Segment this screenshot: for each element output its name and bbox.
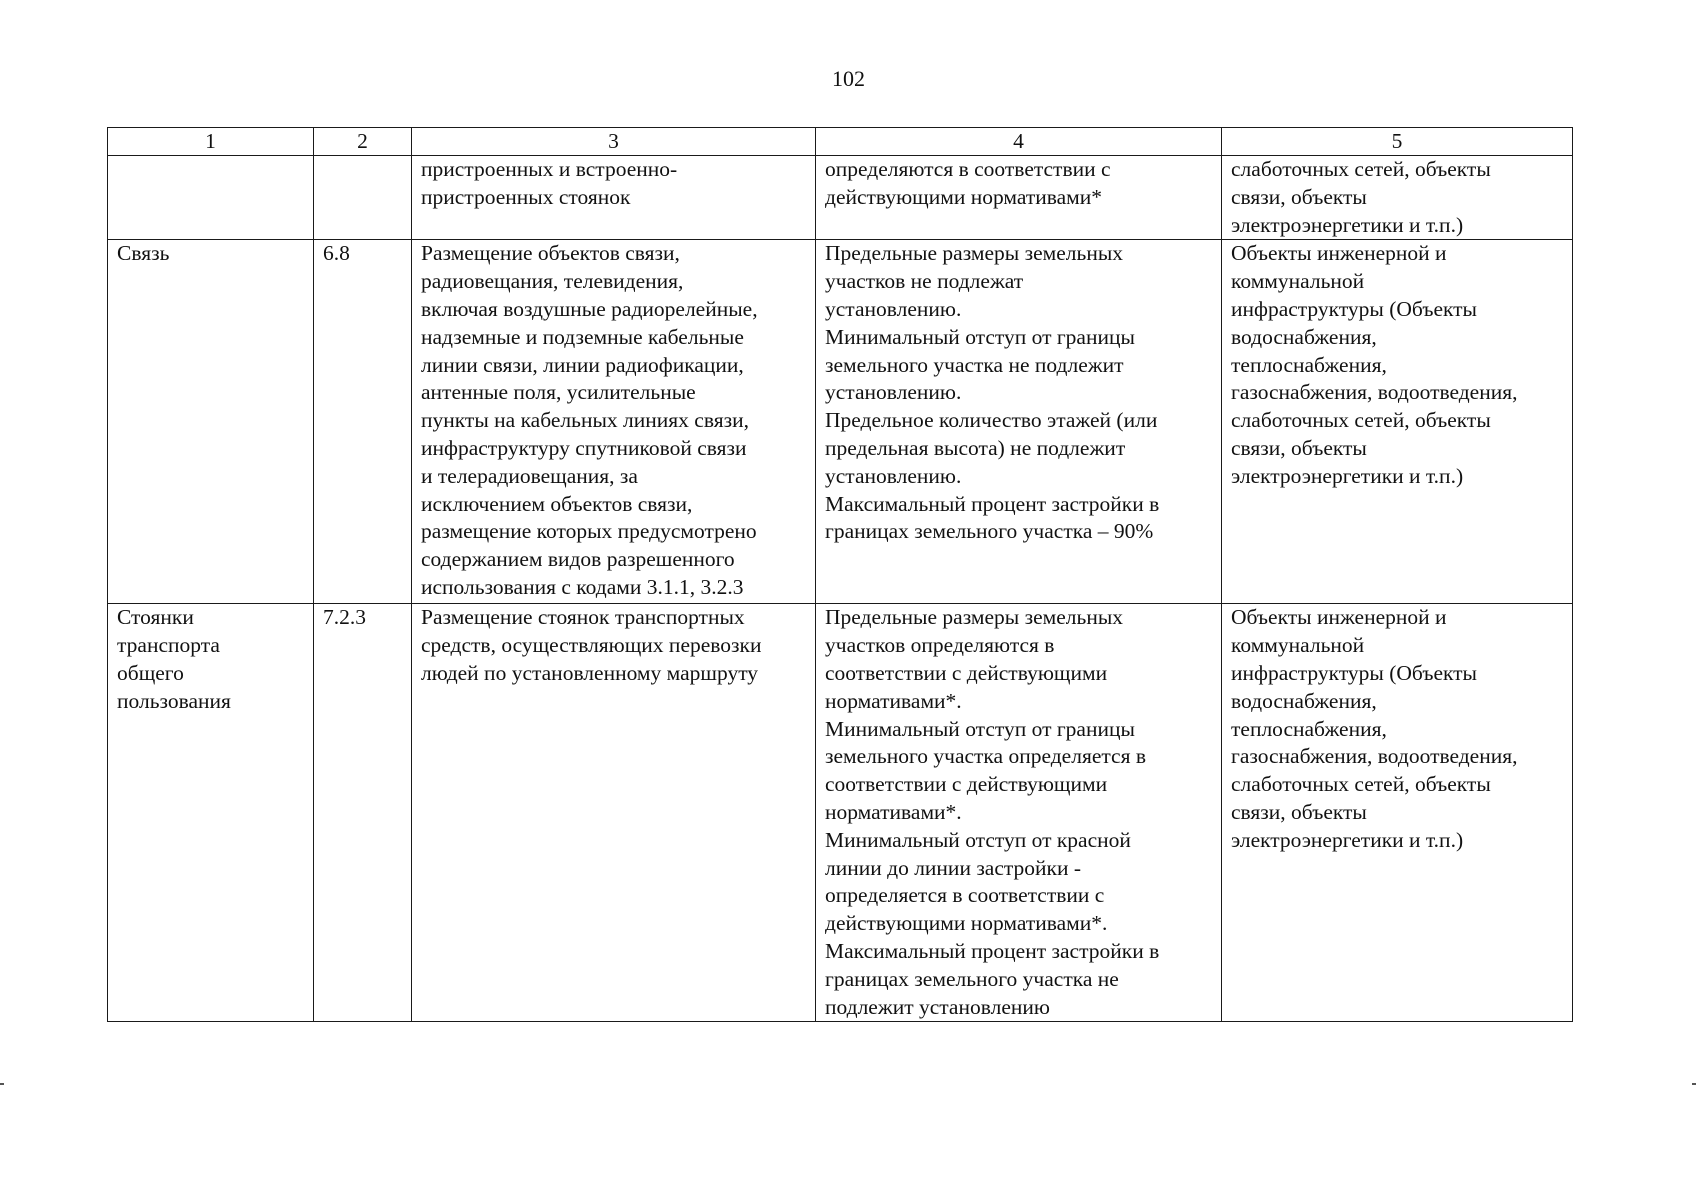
header-row — [108, 128, 1573, 156]
cell-use-description — [412, 156, 816, 240]
header-col-3: 3 — [412, 128, 816, 156]
cell-text: Связь — [117, 241, 170, 266]
cell-text: 6.8 — [323, 241, 350, 266]
cell-text: Объекты инженерной и коммунальной инфраструктуры (Объекты водоснабжения, теплоснабжения, газоснабжения, водоотведения, слаботочных сетей, объекты связи, объекты электроэнергетики и т.п.) — [1231, 605, 1518, 852]
cell-parameters — [816, 156, 1222, 240]
cell-text: Размещение объектов связи, радиовещания, телевидения, включая воздушные радиорелейные, надземные и подземные кабельные линии связи, линии радиофикации, антенные поля, усилительные пункты на кабельных линиях связи, инфраструктуру спутниковой связи и телерадиовещания, за исключением объектов связи, размещение которых предусмотрено содержанием видов разрешенного использования с кодами 3.1.1, 3.2.3 — [421, 241, 758, 599]
table-row-svyaz — [108, 240, 1573, 604]
cell-use-name — [108, 604, 314, 1022]
cell-text: слаботочных сетей, объекты связи, объекты электроэнергетики и т.п.) — [1231, 157, 1491, 237]
cell-text: определяются в соответствии с действующими нормативами* — [825, 157, 1111, 209]
cell-use-description — [412, 604, 816, 1022]
cell-text: Размещение стоянок транспортных средств, осуществляющих перевозки людей по установленному маршруту — [421, 605, 762, 685]
cell-use-name — [108, 240, 314, 604]
cell-text: Объекты инженерной и коммунальной инфраструктуры (Объекты водоснабжения, теплоснабжения, газоснабжения, водоотведения, слаботочных сетей, объекты связи, объекты электроэнергетики и т.п.) — [1231, 241, 1518, 488]
header-col-2: 2 — [314, 128, 412, 156]
cell-auxiliary-uses — [1222, 156, 1573, 240]
cell-use-code — [314, 240, 412, 604]
cell-use-code — [314, 156, 412, 240]
cell-text: Предельные размеры земельных участков определяются в соответствии с действующими нормативами*. Минимальный отступ от границы земельного участка определяется в соответствии с действующими нормативами*. Минимальный отступ от красной линии до линии застройки - определяется в соответствии с действующими нормативами*. Максимальный процент застройки в границах земельного участка не подлежит установлению — [825, 605, 1160, 1019]
cell-use-description — [412, 240, 816, 604]
scan-mark-left — [0, 1083, 4, 1085]
cell-auxiliary-uses — [1222, 604, 1573, 1022]
cell-text: Предельные размеры земельных участков не подлежат установлению. Минимальный отступ от границы земельного участка не подлежит установлению. Предельное количество этажей (или предельная высота) не подлежит установлению. Максимальный процент застройки в границах земельного участка – 90% — [825, 241, 1160, 544]
page-number: 102 — [832, 66, 865, 91]
table-row-continuation — [108, 156, 1573, 240]
zoning-table — [107, 127, 1573, 1022]
table-row-stoyanki — [108, 604, 1573, 1022]
cell-text: Стоянки транспорта общего пользования — [117, 605, 231, 713]
cell-text: пристроенных и встроенно- пристроенных стоянок — [421, 157, 678, 209]
cell-parameters — [816, 240, 1222, 604]
header-col-1: 1 — [108, 128, 314, 156]
scan-mark-right — [1692, 1083, 1696, 1085]
header-col-4: 4 — [816, 128, 1222, 156]
cell-text: 7.2.3 — [323, 605, 366, 630]
header-col-5: 5 — [1222, 128, 1573, 156]
cell-parameters — [816, 604, 1222, 1022]
cell-auxiliary-uses — [1222, 240, 1573, 604]
cell-use-name — [108, 156, 314, 240]
cell-use-code — [314, 604, 412, 1022]
